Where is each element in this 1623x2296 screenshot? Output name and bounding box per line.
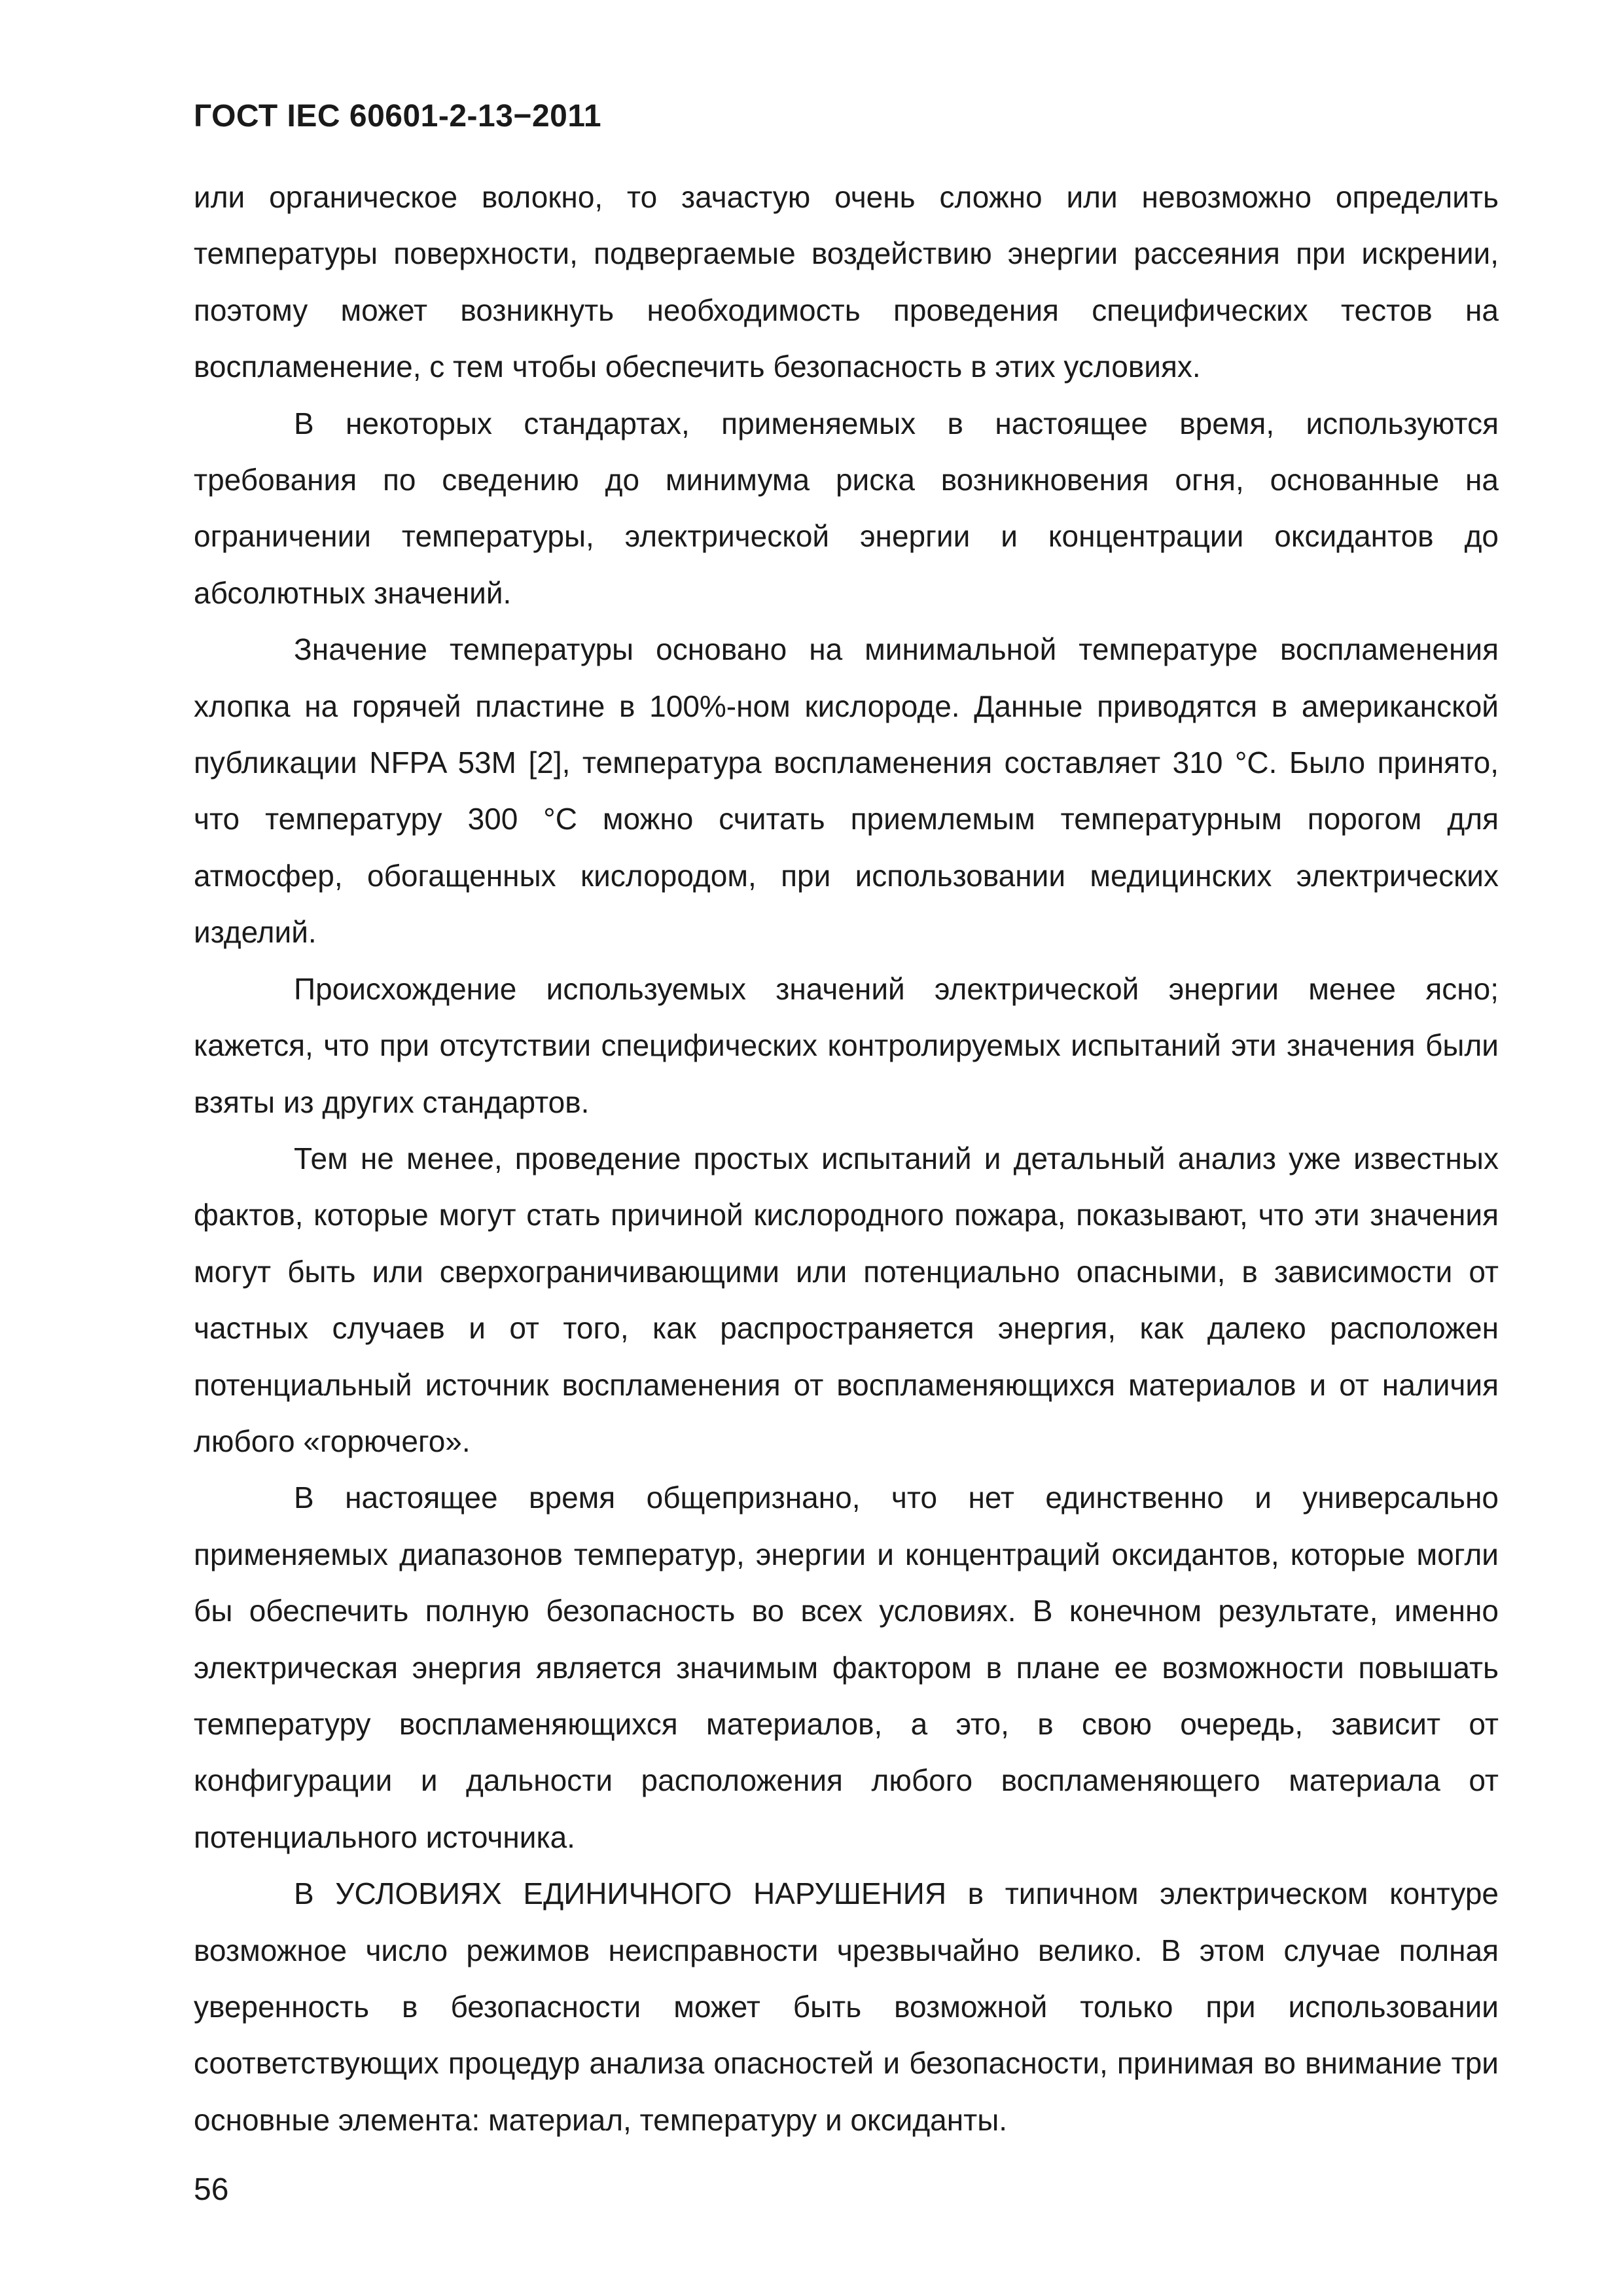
paragraph: В УСЛОВИЯХ ЕДИНИЧНОГО НАРУШЕНИЯ в типичном электрическом контуре возможное число режимов неисправности чрезвычайно велико. В этом случае полная уверенность в безопасности может быть возможной только при использовании соответствующих процедур анализа опасностей и безопасности, принимая во внимание три основные элемента: материал, температуру и оксиданты. <box>194 1876 1499 2137</box>
paragraph: В некоторых стандартах, применяемых в настоящее время, используются требования по сведению до минимума риска возникновения огня, основанные на ограничении температуры, электрической энергии и концентрации оксидантов до абсолютных значений. <box>194 406 1499 610</box>
paragraph: Тем не менее, проведение простых испытаний и детальный анализ уже известных фактов, которые могут стать причиной кислородного пожара, показывают, что эти значения могут быть или сверхограничивающими или потенциально опасными, в зависимости от частных случаев и от того, как распространяется энергия, как далеко расположен потенциальный источник воспламенения от воспламеняющихся материалов и от наличия любого «горючего». <box>194 1141 1499 1458</box>
paragraph: Происхождение используемых значений электрической энергии менее ясно; кажется, что при отсутствии специфических контролируемых испытаний эти значения были взяты из других стандартов. <box>194 971 1499 1119</box>
document-header: ГОСТ IEC 60601-2-13−2011 <box>194 99 602 134</box>
page-number: 56 <box>194 2172 229 2207</box>
paragraph: Значение температуры основано на минимальной температуре воспламенения хлопка на горячей пластине в 100%-ном кислороде. Данные приводятся в американской публикации NFPA 53M [2], температура воспламенения составляет 310 °С. Было принято, что температуру 300 °С можно считать приемлемым температурным порогом для атмосфер, обогащенных кислородом, при использовании медицинских электрических изделий. <box>194 632 1499 950</box>
paragraph-continuation: или органическое волокно, то зачастую очень сложно или невозможно определить температуры поверхности, подвергаемые воздействию энергии рассеяния при искрении, поэтому может возникнуть необходимость проведения специфических тестов на воспламенение, с тем чтобы обеспечить безопасность в этих условиях. <box>194 180 1499 384</box>
paragraph: В настоящее время общепризнано, что нет единственно и универсально применяемых диапазонов температур, энергии и концентраций оксидантов, которые могли бы обеспечить полную безопасность во всех условиях. В конечном результате, именно электрическая энергия является значимым фактором в плане ее возможности повышать температуру воспламеняющихся материалов, а это, в свою очередь, зависит от конфигурации и дальности расположения любого воспламеняющего материала от потенциального источника. <box>194 1480 1499 1854</box>
body-text <box>194 169 1499 2148</box>
